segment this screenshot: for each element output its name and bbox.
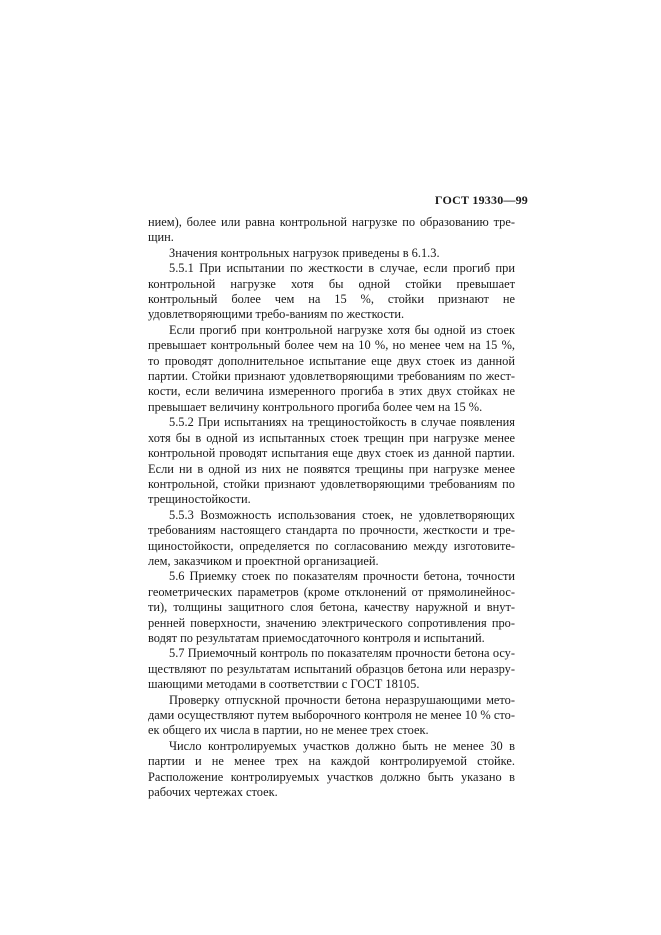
paragraph-release-strength: Проверку отпускной прочности бетона неразрушающими мето-дами осуществляют путем выборочного контроля не менее 10 % сто-ек общего их числа в партии, но не менее трех стоек. xyxy=(148,692,515,738)
paragraph-5-5-2: 5.5.2 При испытаниях на трещиностойкость в случае появления хотя бы в одной из испытанных стоек трещин при нагрузке менее контрольной проводят испытания еще двух стоек из данной партии. Если ни в одной из них не появятся трещины при нагрузке менее контрольной, стойки признают удовлетворяющими требованиям по трещиностойкости. xyxy=(148,415,515,507)
paragraph-deflection-retest: Если прогиб при контрольной нагрузке хотя бы одной из стоек превышает контрольный более чем на 10 %, но менее чем на 15 %, то проводят дополнительное испытание еще двух стоек из данной партии. Стойки признают удовлетворяющими требованиям по жест-кости, если величина измеренного прогиба в этих двух стойках не превышает величину контрольного прогиба более чем на 15 %. xyxy=(148,322,515,414)
paragraph-5-6: 5.6 Приемку стоек по показателям прочности бетона, точности геометрических параметров (кроме отклонений от прямолинейнос-ти), толщины защитного слоя бетона, качеству наружной и внут-ренней поверхности, значению электрического сопротивления про-водят по результатам приемосдаточного контроля и испытаний. xyxy=(148,569,515,645)
paragraph-5-5-3: 5.5.3 Возможность использования стоек, не удовлетворяющих требованиям настоящего стандарта по прочности, жесткости и тре-щиностойкости, определяется по согласованию между изготовите-лем, заказчиком и проектной организацией. xyxy=(148,507,515,568)
paragraph-continuation: нием), более или равна контрольной нагрузке по образованию тре-щин. xyxy=(148,215,515,245)
paragraph-control-areas: Число контролируемых участков должно быть не менее 30 в партии и не менее трех на каждой контролируемой стойке. Расположение контролируемых участков должно быть указано в рабочих чертежах стоек. xyxy=(148,738,515,800)
body-text xyxy=(148,215,515,800)
paragraph-5-7: 5.7 Приемочный контроль по показателям прочности бетона осу-ществляют по результатам испытаний образцов бетона или неразру-шающими методами в соответствии с ГОСТ 18105. xyxy=(148,646,515,692)
standard-code-header: ГОСТ 19330—99 xyxy=(434,193,528,207)
paragraph-control-loads: Значения контрольных нагрузок приведены в 6.1.3. xyxy=(169,245,440,260)
paragraph-5-5-1: 5.5.1 При испытании по жесткости в случае, если прогиб при контрольной нагрузке хотя бы одной стойки превышает контрольный более чем на 15 %, стойки признают не удовлетворяющими требо-ваниям по жесткости. xyxy=(148,261,515,322)
